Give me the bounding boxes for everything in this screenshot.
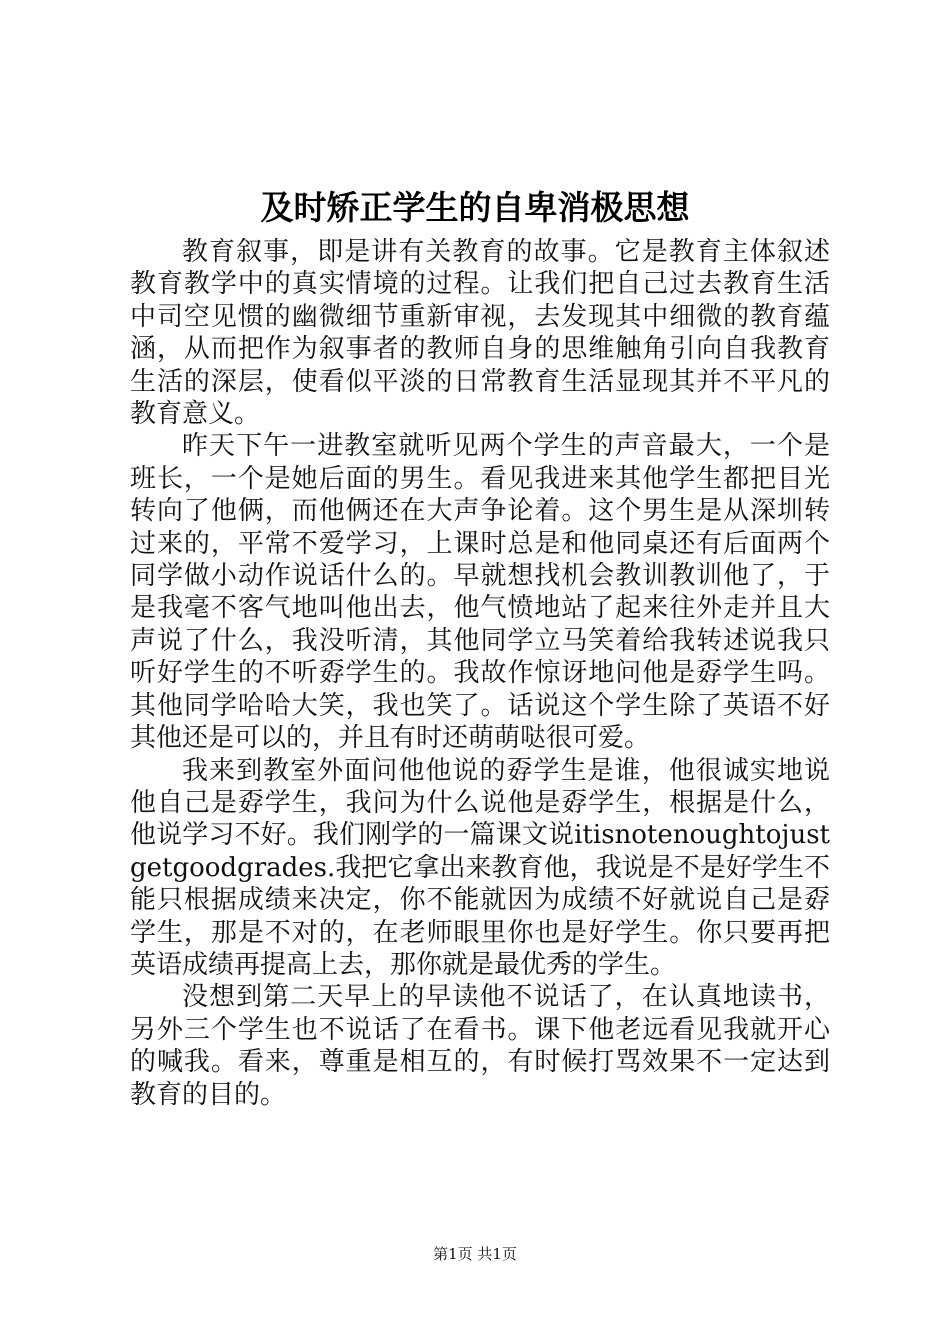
- page-number-footer: 第1页 共1页: [433, 1245, 517, 1263]
- body-paragraph: 我来到教室外面问他他说的孬学生是谁，他很诚实地说他自己是孬学生，我问为什么说他是孬学生，根据是什么，他说学习不好。我们刚学的一篇课文说itisnotenoughtojustgetgoodgrades.我把它拿出来教育他，我说是不是好学生不能只根据成绩来决定，你不能就因为成绩不好就说自己是孬学生，那是不对的，在老师眼里你也是好学生。你只要再把英语成绩再提高上去，那你就是最优秀的学生。: [130, 755, 830, 980]
- body-paragraph: 教育叙事，即是讲有关教育的故事。它是教育主体叙述教育教学中的真实情境的过程。让我们把自己过去教育生活中司空见惯的幽微细节重新审视，去发现其中细微的教育蕴涵，从而把作为叙事者的教师自身的思维触角引向自我教育生活的深层，使看似平淡的日常教育生活显现其并不平凡的教育意义。: [130, 237, 830, 430]
- document-body: [130, 236, 830, 1111]
- document-title: 及时矫正学生的自卑消极思想: [260, 188, 690, 227]
- body-paragraph: 没想到第二天早上的早读他不说话了，在认真地读书，另外三个学生也不说话了在看书。课下他老远看见我就开心的喊我。看来，尊重是相互的，有时候打骂效果不一定达到教育的目的。: [130, 982, 830, 1110]
- body-paragraph: 昨天下午一进教室就听见两个学生的声音最大，一个是班长，一个是她后面的男生。看见我进来其他学生都把目光转向了他俩，而他俩还在大声争论着。这个男生是从深圳转过来的，平常不爱学习，上课时总是和他同桌还有后面两个同学做小动作说话什么的。早就想找机会教训教训他了，于是我毫不客气地叫他出去，他气愤地站了起来往外走并且大声说了什么，我没听清，其他同学立马笑着给我转述说我只听好学生的不听孬学生的。我故作惊讶地问他是孬学生吗。其他同学哈哈大笑，我也笑了。话说这个学生除了英语不好其他还是可以的，并且有时还萌萌哒很可爱。: [130, 431, 830, 754]
